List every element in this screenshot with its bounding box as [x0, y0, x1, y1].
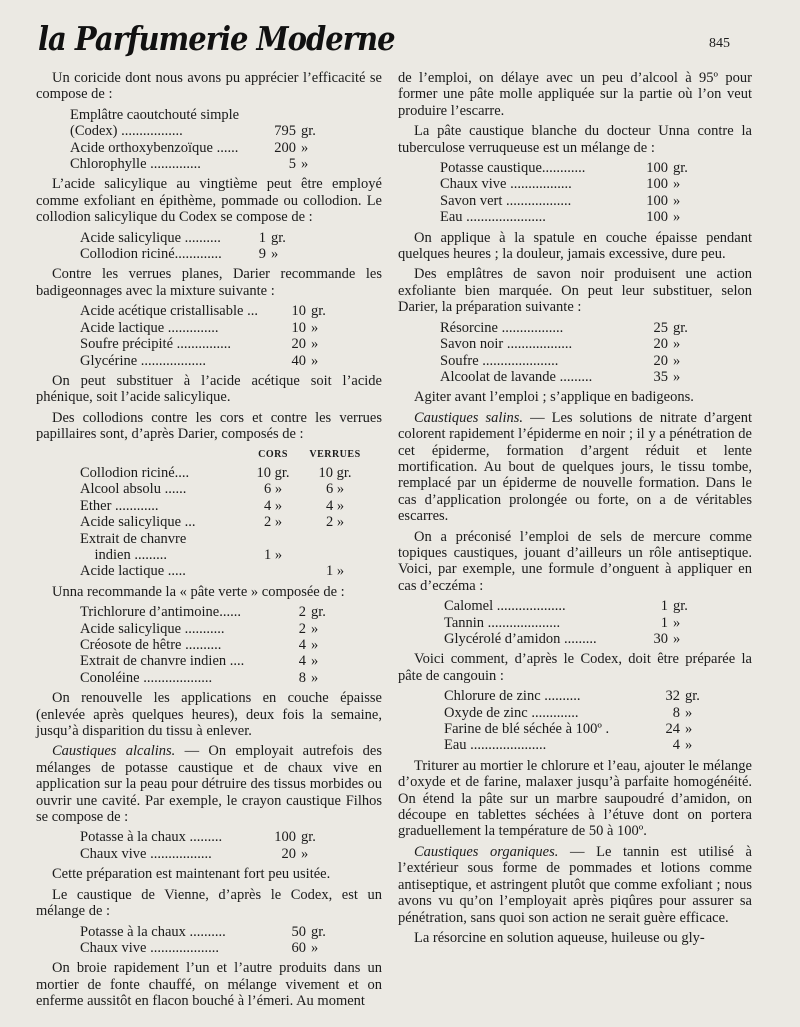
quantity-cors: 1 » — [263, 546, 283, 563]
recipe-table — [36, 303, 339, 369]
recipe-row — [36, 498, 366, 514]
recipe-row — [398, 615, 701, 631]
ingredient-unit: » — [311, 669, 319, 686]
ingredient-unit: » — [311, 319, 319, 336]
paragraph: Unna recommande la « pâte verte » composée de : — [52, 583, 345, 600]
ingredient-name: (Codex) ................. — [70, 123, 183, 140]
ingredient-name: Farine de blé séchée à 100º . — [444, 721, 610, 738]
ingredient-name: Eau ..................... — [444, 737, 547, 754]
recipe-row — [36, 353, 339, 369]
ingredient-name: Chaux vive ................. — [80, 845, 212, 862]
recipe-table — [36, 230, 299, 263]
ingredient-name: Acide lactique ..... — [80, 563, 186, 580]
recipe-row — [36, 653, 339, 669]
ingredient-name: Chlorophylle .............. — [70, 156, 201, 173]
paragraph: Un coricide dont nous avons pu apprécier l’efficacité se compose de : — [36, 70, 382, 103]
section-heading: Caustiques organiques. — [414, 843, 559, 860]
ingredient-unit: gr. — [685, 688, 700, 705]
ingredient-unit: » — [301, 845, 309, 862]
ingredient-name: Chaux vive ................. — [440, 176, 572, 193]
section-heading: Caustiques alcalins. — [52, 743, 176, 760]
recipe-row — [398, 353, 701, 369]
ingredient-name: Extrait de chanvre — [80, 530, 187, 547]
ingredient-quantity: 24 — [665, 721, 680, 738]
paragraph-text: — On employait autrefois des mélanges de potasse caustique et de chaux vive en application sur la peau pour détruire des tissus morbides ou ouvrir une cavité. Par exemple, le crayon caustique Filhos se compose de : — [36, 743, 382, 826]
recipe-row — [398, 705, 713, 721]
paragraph-text: — Les solutions de nitrate d’argent colorent rapidement l’épiderme en noir ; il y a pénétration de cet épiderme, formation d’argent réduit et lente mortification. Au bout de quelques jours, le tissu tombe, remplacé par un épiderme de nouvelle formation. Dans le cas d’application prolongée ou forte, on a de véritables escarres. — [398, 409, 753, 525]
recipe-table — [36, 829, 329, 862]
ingredient-quantity: 20 — [281, 845, 296, 862]
ingredient-name: Acide lactique .............. — [80, 319, 219, 336]
ingredient-quantity: 1 — [660, 598, 668, 615]
recipe-row — [36, 514, 366, 530]
ingredient-name: Chlorure de zinc .......... — [444, 688, 581, 705]
ingredient-unit: » — [685, 737, 693, 754]
recipe-row — [36, 621, 339, 637]
quantity-cors: 2 » — [263, 514, 283, 531]
recipe-row — [36, 846, 329, 862]
recipe-row — [36, 140, 329, 156]
paragraph: Des emplâtres de savon noir produisent une action exfoliante bien marquée. On peut leur substituer, selon Darier, la préparation suivante : — [398, 266, 752, 316]
ingredient-quantity: 50 — [291, 923, 306, 940]
page-number: 845 — [709, 36, 730, 51]
ingredient-name: Potasse à la chaux ......... — [80, 829, 223, 846]
ingredient-quantity: 60 — [291, 939, 306, 956]
recipe-row — [36, 156, 329, 172]
paragraph: Des collodions contre les cors et contre les verrues papillaires sont, d’après Darier, composés de : — [36, 409, 382, 443]
ingredient-unit: gr. — [673, 598, 688, 615]
section-paragraph — [398, 410, 752, 525]
ingredient-name: Acide salicylique .......... — [80, 229, 221, 246]
paragraph: L’acide salicylique au vingtième peut être employé comme exfoliant en épithème, pommade ou collodion. Le collodion salicylique du Codex se compose de : — [36, 176, 382, 226]
ingredient-name: Créosote de hêtre .......... — [80, 637, 222, 653]
ingredient-quantity: 40 — [291, 352, 306, 369]
recipe-row — [398, 193, 701, 209]
ingredient-quantity: 795 — [274, 123, 296, 140]
ingredient-name: Savon vert .................. — [440, 192, 572, 209]
quantity-verrues: 1 » — [325, 563, 345, 580]
quantity-verrues — [304, 531, 366, 547]
paragraph: Le caustique de Vienne, d’après le Codex, est un mélange de : — [36, 886, 382, 920]
recipe-row — [36, 563, 366, 579]
ingredient-unit: gr. — [301, 829, 316, 846]
recipe-table — [36, 107, 329, 173]
paragraph: Agiter avant l’emploi ; s’applique en badigeons. — [414, 389, 694, 406]
ingredient-name: Collodion riciné............. — [80, 246, 222, 263]
recipe-row — [398, 209, 701, 225]
ingredient-name: Emplâtre caoutchouté simple — [70, 106, 240, 123]
recipe-table — [398, 688, 713, 754]
ingredient-name: Extrait de chanvre indien .... — [80, 653, 245, 670]
paragraph: Voici comment, d’après le Codex, doit être préparée la pâte de cangouin : — [398, 651, 752, 684]
column-header-verrues: VERRUES — [309, 448, 361, 460]
recipe-row — [36, 924, 339, 940]
ingredient-quantity: 8 — [298, 669, 306, 686]
recipe-table-two-columns — [36, 447, 366, 580]
recipe-table — [398, 160, 701, 226]
ingredient-unit: gr. — [271, 229, 286, 246]
ingredient-name: Potasse à la chaux .......... — [80, 923, 226, 940]
ingredient-name: Oxyde de zinc ............. — [444, 704, 579, 721]
ingredient-quantity: 10 — [291, 319, 306, 336]
paragraph: La résorcine en solution aqueuse, huileuse ou gly- — [414, 929, 705, 946]
ingredient-quantity: 1 — [258, 229, 266, 246]
ingredient-quantity: 100 — [646, 160, 668, 177]
ingredient-unit: gr. — [673, 160, 688, 177]
ingredient-unit: » — [673, 631, 681, 647]
paragraph: La pâte caustique blanche du docteur Unna contre la tuberculose verruqueuse est un mélange de : — [398, 123, 752, 156]
recipe-row — [398, 336, 701, 352]
ingredient-unit: » — [673, 192, 681, 209]
ingredient-quantity: 35 — [653, 368, 668, 385]
paragraph: On renouvelle les applications en couche épaisse (enlevée après quelques heures), deux fois la semaine, jusqu’à disparition du tissu à enlever. — [36, 690, 382, 740]
recipe-row — [398, 721, 713, 737]
recipe-row — [398, 369, 701, 385]
recipe-row — [36, 246, 299, 262]
paragraph: Triturer au mortier le chlorure et l’eau, ajouter le mélange d’oxyde et de farine, malaxer jusqu’à parfaite homogénéité. On étend la pâte sur un marbre saupoudré d’amidon, on découpe en tablettes séchées à l’étuve dont on portera graduellement la température de 50 à 100º. — [398, 757, 752, 840]
ingredient-unit: » — [311, 939, 319, 956]
magazine-masthead: la Parfumerie Moderne — [38, 20, 395, 59]
ingredient-unit: gr. — [673, 319, 688, 336]
recipe-row — [398, 688, 713, 704]
quantity-cors — [242, 563, 304, 579]
ingredient-quantity: 1 — [660, 614, 668, 631]
ingredient-quantity: 5 — [288, 156, 296, 173]
quantity-cors: 4 » — [263, 497, 283, 514]
paragraph: Cette préparation est maintenant fort peu usitée. — [52, 866, 331, 883]
ingredient-quantity — [266, 107, 299, 123]
section-heading: Caustiques salins. — [414, 409, 523, 426]
recipe-table — [36, 604, 339, 686]
ingredient-quantity: 2 — [298, 620, 306, 637]
quantity-verrues: 10 gr. — [318, 464, 352, 481]
recipe-row — [36, 336, 339, 352]
paragraph-text: — Le tannin est utilisé à l’extérieur sous forme de pommades et lotions comme antiseptique, et astringent plutôt que comme exfoliant ; nous avons vu qu’on l’employait après piqûres pour assurer sa pénétration, sans quoi son action ne serait guère efficace. — [398, 843, 752, 926]
ingredient-name: Acide acétique cristallisable ... — [80, 303, 258, 320]
ingredient-unit: » — [673, 352, 681, 369]
ingredient-name: Alcoolat de lavande ......... — [440, 368, 593, 385]
table-header-row — [36, 447, 366, 465]
recipe-row — [36, 940, 339, 956]
recipe-row — [398, 320, 701, 336]
recipe-row — [36, 481, 366, 497]
recipe-table — [398, 598, 701, 647]
paragraph: On peut substituer à l’acide acétique soit l’acide phénique, soit l’acide salicylique. — [36, 372, 382, 406]
ingredient-quantity: 100 — [646, 192, 668, 209]
ingredient-name: Tannin .................... — [444, 614, 561, 631]
ingredient-unit: » — [673, 176, 681, 193]
ingredient-unit: » — [673, 614, 681, 631]
ingredient-unit: » — [311, 637, 319, 653]
right-column — [398, 70, 752, 950]
ingredient-unit: » — [673, 336, 681, 353]
ingredient-name: Soufre précipité ............... — [80, 336, 232, 353]
ingredient-quantity: 8 — [672, 704, 680, 721]
ingredient-name: Collodion riciné.... — [80, 464, 190, 481]
ingredient-quantity: 10 — [291, 303, 306, 320]
ingredient-unit: » — [673, 209, 681, 226]
ingredient-name: Ether ............ — [80, 497, 159, 514]
paragraph-continued: de l’emploi, on délaye avec un peu d’alcool à 95º pour former une pâte molle appliquée sur la partie où l’on veut produire l’escarre. — [398, 70, 752, 119]
ingredient-name: Potasse caustique............ — [440, 160, 586, 177]
recipe-row — [398, 737, 713, 753]
ingredient-name: Acide salicylique ... — [80, 514, 196, 531]
quantity-verrues: 6 » — [325, 481, 345, 498]
ingredient-quantity: 100 — [646, 176, 668, 193]
recipe-row — [398, 598, 701, 614]
paragraph: On a préconisé l’emploi de sels de mercure comme topiques caustiques, jouant d’ailleurs un rôle antiseptique. Voici, par exemple, une formule d’onguent à appliquer en cas d’eczéma : — [398, 528, 752, 594]
ingredient-quantity: 25 — [653, 319, 668, 336]
quantity-cors: 6 » — [263, 481, 283, 498]
ingredient-quantity: 30 — [653, 631, 668, 647]
ingredient-name: Glycérine .................. — [80, 352, 207, 369]
recipe-table — [36, 924, 339, 957]
ingredient-quantity: 100 — [646, 209, 668, 226]
ingredient-quantity: 200 — [274, 139, 296, 156]
ingredient-name: Acide salicylique ........... — [80, 620, 225, 637]
ingredient-unit: gr. — [311, 604, 326, 621]
ingredient-name: Glycérolé d’amidon ......... — [444, 631, 597, 647]
section-paragraph — [398, 844, 752, 926]
quantity-verrues: 2 » — [325, 514, 345, 531]
ingredient-unit: » — [685, 721, 693, 738]
recipe-row — [36, 303, 339, 319]
ingredient-name: Conoléine ................... — [80, 669, 213, 686]
quantity-cors — [242, 531, 304, 547]
recipe-row — [36, 107, 329, 123]
ingredient-unit: » — [311, 336, 319, 353]
column-header-cors: CORS — [258, 448, 288, 460]
paragraph: Contre les verrues planes, Darier recommande les badigeonnages avec la mixture suivante : — [36, 266, 382, 299]
recipe-row — [36, 670, 339, 686]
quantity-verrues — [304, 547, 366, 563]
quantity-verrues: 4 » — [325, 497, 345, 514]
ingredient-name: Alcool absolu ...... — [80, 481, 187, 498]
ingredient-name: Eau ...................... — [440, 209, 546, 226]
ingredient-quantity: 4 — [298, 653, 306, 670]
recipe-row — [36, 829, 329, 845]
ingredient-quantity: 2 — [298, 604, 306, 621]
ingredient-quantity: 20 — [653, 336, 668, 353]
recipe-row — [398, 160, 701, 176]
recipe-row — [36, 465, 366, 481]
ingredient-unit: » — [311, 620, 319, 637]
recipe-row — [36, 320, 339, 336]
ingredient-quantity: 9 — [258, 246, 266, 263]
ingredient-name: Savon noir .................. — [440, 336, 573, 353]
left-column — [36, 70, 382, 1014]
paragraph: On broie rapidement l’un et l’autre produits dans un mortier de fonte chauffé, on mélange vivement et on enferme aussitôt en flacon bouché à l’émeri. Au moment — [36, 960, 382, 1010]
ingredient-unit: » — [311, 653, 319, 670]
quantity-cors: 10 gr. — [256, 464, 290, 481]
ingredient-unit: gr. — [311, 303, 326, 320]
ingredient-name: Chaux vive ................... — [80, 939, 219, 956]
ingredient-unit: gr. — [311, 923, 326, 940]
ingredient-name: Acide orthoxybenzoïque ...... — [70, 139, 239, 156]
ingredient-name: Calomel ................... — [444, 598, 566, 615]
ingredient-quantity: 20 — [653, 352, 668, 369]
ingredient-unit: » — [685, 704, 693, 721]
recipe-row — [36, 547, 366, 563]
ingredient-name: indien ......... — [80, 546, 167, 563]
ingredient-unit: » — [301, 139, 309, 156]
recipe-row — [398, 631, 701, 647]
ingredient-quantity: 4 — [672, 737, 680, 754]
ingredient-unit: » — [301, 156, 309, 173]
ingredient-quantity: 4 — [298, 637, 306, 653]
recipe-row — [36, 604, 339, 620]
ingredient-unit: » — [271, 246, 279, 263]
ingredient-quantity: 20 — [291, 336, 306, 353]
ingredient-quantity: 100 — [274, 829, 296, 846]
recipe-table — [398, 320, 701, 386]
recipe-row — [36, 123, 329, 139]
ingredient-quantity: 32 — [665, 688, 680, 705]
ingredient-unit: » — [673, 368, 681, 385]
recipe-row — [36, 230, 299, 246]
recipe-row — [398, 176, 701, 192]
ingredient-name: Soufre ..................... — [440, 352, 559, 369]
ingredient-unit — [299, 107, 329, 123]
recipe-row — [36, 531, 366, 547]
ingredient-name: Trichlorure d’antimoine...... — [80, 604, 241, 621]
ingredient-name: Résorcine ................. — [440, 319, 564, 336]
section-paragraph — [36, 743, 382, 825]
recipe-row — [36, 637, 339, 653]
ingredient-unit: gr. — [301, 123, 316, 140]
ingredient-unit: » — [311, 352, 319, 369]
paragraph: On applique à la spatule en couche épaisse pendant quelques heures ; la douleur, jamais excessive, dure peu. — [398, 229, 752, 263]
